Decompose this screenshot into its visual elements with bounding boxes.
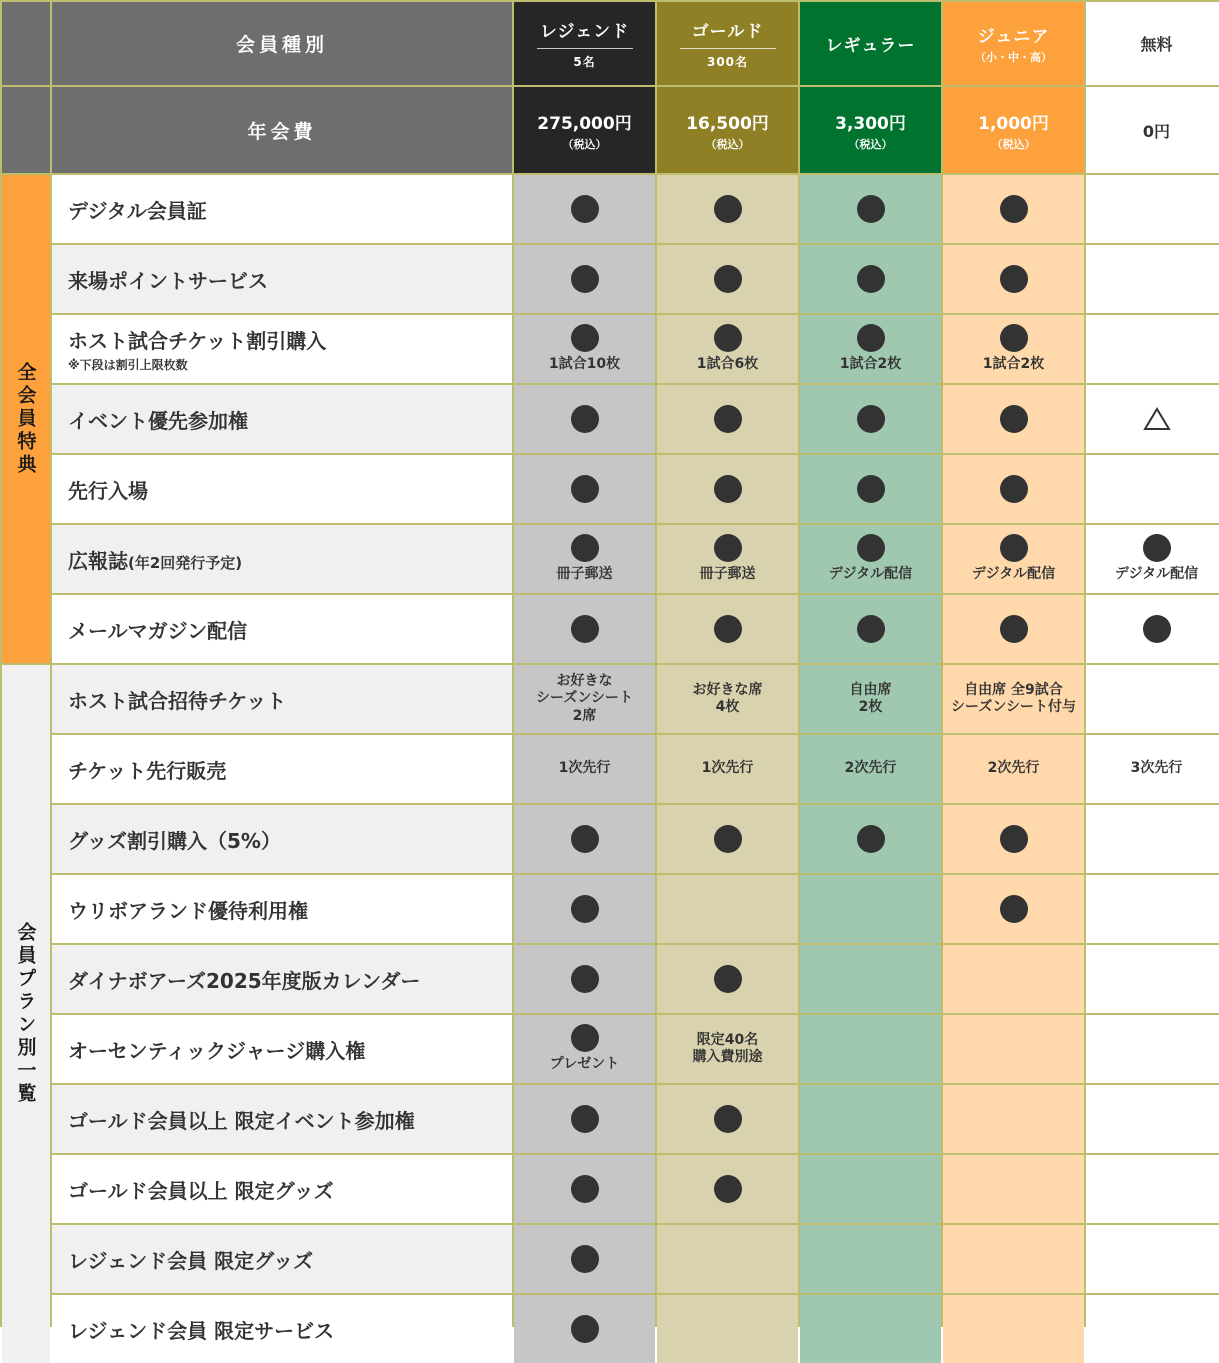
- benefit-value-line: 4枚: [715, 699, 740, 715]
- feature-name: ゴールド会員以上 限定イベント参加権: [68, 1108, 415, 1133]
- filled-circle-icon: [571, 895, 599, 923]
- filled-circle-icon: [571, 615, 599, 643]
- filled-circle-icon: [571, 534, 599, 562]
- filled-circle-icon: [714, 825, 742, 853]
- benefit-cell-junior: [943, 1155, 1084, 1223]
- filled-circle-icon: [857, 405, 885, 433]
- benefit-cell-gold: [657, 1015, 798, 1083]
- plan-divider: [680, 48, 776, 49]
- benefit-value-line: 1試合10枚: [548, 356, 621, 373]
- category-all-members: [2, 175, 50, 663]
- filled-circle-icon: [571, 1105, 599, 1133]
- feature-name-line: [68, 195, 207, 224]
- benefit-cell-junior: [943, 735, 1084, 803]
- benefit-cell-regular: [800, 1225, 941, 1293]
- plan-legend-header: [514, 2, 655, 85]
- filled-circle-icon: [714, 615, 742, 643]
- benefit-cell-legend: [514, 1295, 655, 1363]
- benefit-value-line: 2次先行: [844, 760, 897, 777]
- feature-name: レジェンド会員 限定グッズ: [68, 1248, 314, 1273]
- benefit-cell-free: [1086, 595, 1219, 663]
- benefit-cell-legend: [514, 175, 655, 243]
- feature-label-cell: [52, 665, 512, 733]
- benefit-cell-junior: [943, 805, 1084, 873]
- benefit-cell-free: [1086, 525, 1219, 593]
- benefit-value-line: 冊子郵送: [556, 566, 613, 583]
- filled-circle-icon: [714, 324, 742, 352]
- benefit-value-line: 購入費別途: [692, 1049, 763, 1065]
- feature-label-cell: [52, 385, 512, 453]
- plan-free-header: [1086, 2, 1219, 85]
- filled-circle-icon: [714, 1105, 742, 1133]
- feature-name: チケット先行販売: [68, 758, 227, 783]
- benefit-cell-junior: [943, 385, 1084, 453]
- benefit-cell-legend: [514, 1225, 655, 1293]
- feature-label-cell: [52, 1085, 512, 1153]
- filled-circle-icon: [714, 1175, 742, 1203]
- feature-name-line: [68, 895, 308, 924]
- fee-price-legend: 275,000円: [537, 113, 632, 134]
- feature-name: ダイナボアーズ2025年度版カレンダー: [68, 968, 421, 993]
- filled-circle-icon: [714, 965, 742, 993]
- filled-circle-icon: [1143, 615, 1171, 643]
- benefit-cell-regular: [800, 315, 941, 383]
- filled-circle-icon: [714, 475, 742, 503]
- benefit-cell-gold: [657, 1225, 798, 1293]
- filled-circle-icon: [571, 265, 599, 293]
- benefit-cell-gold: [657, 455, 798, 523]
- plan-name-regular: レギュラー: [825, 36, 916, 56]
- benefit-cell-junior: [943, 245, 1084, 313]
- benefit-cell-free: [1086, 1225, 1219, 1293]
- filled-circle-icon: [571, 965, 599, 993]
- benefit-cell-regular: [800, 175, 941, 243]
- feature-name: 広報誌: [68, 548, 128, 573]
- benefit-value-line: デジタル配信: [1114, 566, 1199, 583]
- benefit-value-line: シーズンシート: [536, 690, 633, 707]
- fee-price-junior: 1,000円: [978, 113, 1049, 134]
- benefit-cell-gold: [657, 1155, 798, 1223]
- filled-circle-icon: [857, 534, 885, 562]
- benefit-cell-regular: [800, 525, 941, 593]
- benefit-cell-free: [1086, 175, 1219, 243]
- benefit-cell-junior: [943, 1295, 1084, 1363]
- benefit-cell-gold: [657, 595, 798, 663]
- feature-name-line: [68, 1245, 313, 1274]
- benefit-cell-legend: [514, 1155, 655, 1223]
- fee-junior: [943, 87, 1084, 173]
- benefit-value-line: お好きな席: [692, 681, 763, 698]
- benefit-cell-legend: [514, 245, 655, 313]
- annual-fee-label: 年会費: [52, 87, 512, 173]
- benefit-cell-junior: [943, 1085, 1084, 1153]
- benefit-cell-junior: [943, 315, 1084, 383]
- benefit-value-line: 1次先行: [701, 760, 754, 777]
- header-corner-1: [2, 2, 50, 85]
- filled-circle-icon: [571, 324, 599, 352]
- membership-table: [2, 2, 1219, 1343]
- benefit-cell-legend: [514, 455, 655, 523]
- filled-circle-icon: [857, 195, 885, 223]
- fee-tax-junior: （税込）: [991, 137, 1036, 151]
- feature-label-cell: [52, 175, 512, 243]
- benefit-cell-junior: [943, 175, 1084, 243]
- feature-name: 来場ポイントサービス: [68, 268, 268, 293]
- feature-name-line: [68, 475, 148, 504]
- benefit-value-line: デジタル配信: [828, 566, 913, 583]
- feature-name: ホスト試合チケット割引購入: [68, 329, 327, 353]
- benefit-cell-free: [1086, 1085, 1219, 1153]
- benefit-cell-regular: [800, 245, 941, 313]
- filled-circle-icon: [714, 534, 742, 562]
- filled-circle-icon: [1000, 475, 1028, 503]
- feature-name-line: [68, 685, 286, 714]
- benefit-cell-gold: [657, 245, 798, 313]
- feature-name: ホスト試合招待チケット: [68, 688, 287, 713]
- membership-type-label: 会員種別: [52, 2, 512, 85]
- benefit-cell-regular: [800, 1295, 941, 1363]
- benefit-cell-free: [1086, 315, 1219, 383]
- filled-circle-icon: [571, 825, 599, 853]
- feature-name-line: [68, 405, 248, 434]
- feature-name: イベント優先参加権: [68, 408, 248, 433]
- benefit-cell-regular: [800, 735, 941, 803]
- plan-name-legend: レジェンド: [539, 22, 630, 42]
- benefit-cell-legend: [514, 315, 655, 383]
- benefit-cell-legend: [514, 805, 655, 873]
- fee-tax-regular: （税込）: [848, 137, 893, 151]
- plan-capacity-gold: 300名: [706, 55, 749, 69]
- feature-name: ウリボアランド優待利用権: [68, 898, 308, 923]
- benefit-cell-gold: [657, 315, 798, 383]
- benefit-value-line: 1試合6枚: [696, 356, 759, 373]
- benefit-cell-gold: [657, 805, 798, 873]
- benefit-cell-free: [1086, 1295, 1219, 1363]
- benefit-value-line: 限定40名: [696, 1031, 759, 1048]
- benefit-cell-gold: [657, 525, 798, 593]
- benefit-cell-free: [1086, 665, 1219, 733]
- fee-tax-legend: （税込）: [562, 137, 607, 151]
- benefit-cell-free: [1086, 805, 1219, 873]
- benefit-cell-legend: [514, 665, 655, 733]
- benefit-cell-junior: [943, 1015, 1084, 1083]
- fee-free: [1086, 87, 1219, 173]
- fee-tax-gold: （税込）: [705, 137, 750, 151]
- feature-label-cell: [52, 595, 512, 663]
- benefit-value-line: 2枚: [858, 699, 883, 715]
- feature-label-cell: [52, 1225, 512, 1293]
- feature-label-cell: [52, 525, 512, 593]
- benefit-value-line: 1次先行: [558, 760, 611, 777]
- filled-circle-icon: [714, 405, 742, 433]
- feature-name: グッズ割引購入（5%）: [68, 828, 281, 853]
- benefit-value-line: デジタル配信: [971, 566, 1056, 583]
- feature-note: ※下段は割引上限枚数: [68, 358, 188, 372]
- fee-legend: [514, 87, 655, 173]
- plan-divider: [537, 48, 633, 49]
- benefit-cell-legend: [514, 595, 655, 663]
- feature-name-line: [68, 325, 326, 354]
- filled-circle-icon: [857, 265, 885, 293]
- filled-circle-icon: [714, 195, 742, 223]
- category-per-plan-label: 会員プラン別一覧: [14, 922, 37, 1106]
- benefit-cell-legend: [514, 875, 655, 943]
- filled-circle-icon: [571, 405, 599, 433]
- filled-circle-icon: [1000, 324, 1028, 352]
- feature-name: 先行入場: [68, 478, 148, 503]
- benefit-value-line: 2次先行: [987, 760, 1040, 777]
- benefit-cell-junior: [943, 665, 1084, 733]
- feature-name-line: [68, 545, 242, 574]
- benefit-value-line: 3次先行: [1130, 760, 1183, 777]
- filled-circle-icon: [571, 195, 599, 223]
- benefit-value-line: 自由席 全9試合: [964, 681, 1063, 698]
- benefit-cell-free: [1086, 385, 1219, 453]
- feature-label-cell: [52, 1155, 512, 1223]
- feature-name: ゴールド会員以上 限定グッズ: [68, 1178, 334, 1203]
- feature-label-cell: [52, 245, 512, 313]
- feature-name-line: [68, 1175, 334, 1204]
- feature-name-line: [68, 615, 247, 644]
- feature-label-cell: [52, 805, 512, 873]
- benefit-cell-regular: [800, 595, 941, 663]
- feature-name-line: [68, 1035, 365, 1064]
- filled-circle-icon: [571, 475, 599, 503]
- benefit-cell-gold: [657, 175, 798, 243]
- feature-label-cell: [52, 945, 512, 1013]
- filled-circle-icon: [1143, 534, 1171, 562]
- benefit-cell-regular: [800, 1155, 941, 1223]
- benefit-value-line: 1試合2枚: [839, 356, 902, 373]
- benefit-cell-regular: [800, 1085, 941, 1153]
- feature-label-cell: [52, 875, 512, 943]
- category-per-plan: [2, 665, 50, 1363]
- fee-price-gold: 16,500円: [686, 113, 769, 134]
- benefit-value-line: プレゼント: [549, 1056, 620, 1073]
- benefit-cell-free: [1086, 875, 1219, 943]
- filled-circle-icon: [857, 475, 885, 503]
- feature-label-cell: [52, 315, 512, 383]
- category-all-members-label: 全会員特典: [14, 361, 37, 477]
- filled-circle-icon: [1000, 195, 1028, 223]
- benefit-cell-free: [1086, 455, 1219, 523]
- feature-label-cell: [52, 1015, 512, 1083]
- benefit-cell-regular: [800, 1015, 941, 1083]
- fee-price-regular: 3,300円: [835, 113, 906, 134]
- benefit-cell-regular: [800, 945, 941, 1013]
- filled-circle-icon: [571, 1175, 599, 1203]
- benefit-cell-free: [1086, 1015, 1219, 1083]
- benefit-cell-free: [1086, 245, 1219, 313]
- benefit-cell-gold: [657, 735, 798, 803]
- benefit-cell-regular: [800, 805, 941, 873]
- filled-circle-icon: [571, 1024, 599, 1052]
- fee-price-free: 0円: [1142, 121, 1171, 141]
- benefit-value-line: シーズンシート付与: [951, 699, 1076, 715]
- benefit-cell-free: [1086, 735, 1219, 803]
- filled-circle-icon: [1000, 405, 1028, 433]
- feature-name: メールマガジン配信: [68, 618, 248, 643]
- filled-circle-icon: [714, 265, 742, 293]
- feature-name-line: [68, 755, 226, 784]
- benefit-value-line: 2席: [572, 707, 597, 724]
- benefit-value-line: 自由席: [849, 681, 892, 698]
- feature-label-cell: [52, 455, 512, 523]
- benefit-cell-junior: [943, 945, 1084, 1013]
- plan-junior-header: [943, 2, 1084, 85]
- plan-capacity-legend: 5名: [573, 55, 596, 69]
- benefit-value-line: お好きな: [556, 672, 613, 689]
- benefit-cell-junior: [943, 595, 1084, 663]
- feature-name: デジタル会員証: [68, 198, 207, 223]
- header-corner-2: [2, 87, 50, 173]
- benefit-cell-gold: [657, 1295, 798, 1363]
- triangle-icon: [1143, 407, 1171, 431]
- benefit-cell-junior: [943, 875, 1084, 943]
- feature-name-line: [68, 1315, 334, 1344]
- benefit-cell-gold: [657, 665, 798, 733]
- feature-name-detail: (年2回発行予定): [128, 553, 243, 572]
- feature-label-cell: [52, 1295, 512, 1363]
- feature-name: レジェンド会員 限定サービス: [68, 1318, 335, 1343]
- feature-name: オーセンティックジャージ購入権: [68, 1038, 366, 1063]
- benefit-cell-regular: [800, 385, 941, 453]
- feature-name-line: [68, 965, 420, 994]
- benefit-value-line: 1試合2枚: [982, 356, 1045, 373]
- feature-name-line: [68, 265, 268, 294]
- plan-name-gold: ゴールド: [691, 22, 764, 42]
- benefit-cell-free: [1086, 945, 1219, 1013]
- filled-circle-icon: [1000, 265, 1028, 293]
- benefit-cell-legend: [514, 735, 655, 803]
- fee-gold: [657, 87, 798, 173]
- benefit-cell-junior: [943, 525, 1084, 593]
- plan-gold-header: [657, 2, 798, 85]
- plan-name-free: 無料: [1140, 35, 1173, 54]
- filled-circle-icon: [857, 615, 885, 643]
- plan-name-junior: ジュニア: [977, 27, 1050, 47]
- benefit-cell-legend: [514, 385, 655, 453]
- benefit-cell-legend: [514, 1085, 655, 1153]
- fee-regular: [800, 87, 941, 173]
- filled-circle-icon: [571, 1245, 599, 1273]
- benefit-cell-legend: [514, 525, 655, 593]
- feature-label-cell: [52, 735, 512, 803]
- filled-circle-icon: [1000, 825, 1028, 853]
- plan-age-junior: （小・中・高）: [975, 51, 1052, 64]
- filled-circle-icon: [857, 825, 885, 853]
- benefit-value-line: 冊子郵送: [699, 566, 756, 583]
- feature-name-line: [68, 1105, 415, 1134]
- benefit-cell-junior: [943, 1225, 1084, 1293]
- filled-circle-icon: [571, 1315, 599, 1343]
- filled-circle-icon: [1000, 615, 1028, 643]
- benefit-cell-gold: [657, 385, 798, 453]
- benefit-cell-junior: [943, 455, 1084, 523]
- filled-circle-icon: [1000, 895, 1028, 923]
- benefit-cell-regular: [800, 875, 941, 943]
- plan-regular-header: [800, 2, 941, 85]
- benefit-cell-gold: [657, 875, 798, 943]
- benefit-cell-free: [1086, 1155, 1219, 1223]
- filled-circle-icon: [857, 324, 885, 352]
- benefit-cell-regular: [800, 455, 941, 523]
- benefit-cell-legend: [514, 945, 655, 1013]
- filled-circle-icon: [1000, 534, 1028, 562]
- benefit-cell-regular: [800, 665, 941, 733]
- benefit-cell-gold: [657, 1085, 798, 1153]
- benefit-cell-legend: [514, 1015, 655, 1083]
- feature-name-line: [68, 825, 281, 854]
- benefit-cell-gold: [657, 945, 798, 1013]
